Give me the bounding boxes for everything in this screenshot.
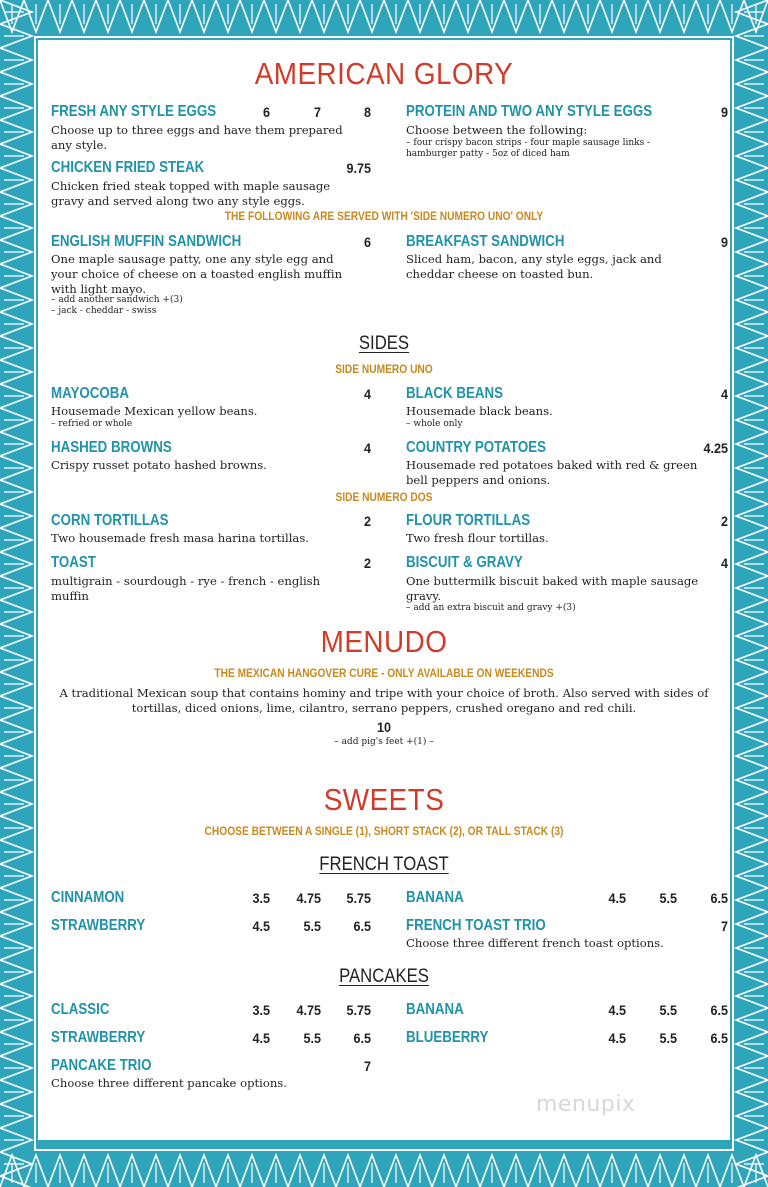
price-ft-banana-2: 5.5 — [659, 890, 677, 906]
subtitle-menudo: THE MEXICAN HANGOVER CURE - ONLY AVAILABLE ON WEEKENDS — [214, 666, 554, 680]
price-hashed-browns: 4 — [363, 440, 371, 456]
price-pc-banana-3: 6.5 — [710, 1002, 728, 1018]
price-toast: 2 — [363, 555, 371, 571]
item-name-corn-tortillas: CORN TORTILLAS — [51, 512, 169, 529]
price-ft-banana-1: 4.5 — [608, 890, 626, 906]
item-note-biscuit-gravy: – add an extra biscuit and gravy +(3) — [406, 603, 576, 613]
subtitle-side-uno: SIDE NUMERO UNO — [335, 362, 433, 376]
item-name-english-muffin: ENGLISH MUFFIN SANDWICH — [51, 233, 242, 250]
price-pc-banana-1: 4.5 — [608, 1002, 626, 1018]
price-pc-classic-3: 5.75 — [346, 1002, 371, 1018]
item-name-black-beans: BLACK BEANS — [406, 385, 504, 402]
item-name-hashed-browns: HASHED BROWNS — [51, 439, 172, 456]
price-menudo: 10 — [376, 719, 392, 735]
item-desc-pc-trio: Choose three different pancake options. — [51, 1076, 287, 1090]
item-desc-protein-eggs: Choose between the following: — [406, 123, 588, 137]
item-desc-toast: multigrain - sourdough - rye - french - english muffin — [51, 574, 321, 603]
item-note-english-muffin-2: – jack - cheddar - swiss — [51, 306, 157, 316]
price-pc-banana-2: 5.5 — [659, 1002, 677, 1018]
item-name-toast: TOAST — [51, 554, 96, 571]
price-ft-strawberry-2: 5.5 — [303, 918, 321, 934]
item-name-country-potatoes: COUNTRY POTATOES — [406, 439, 546, 456]
item-desc-black-beans: Housemade black beans. — [406, 404, 553, 418]
item-name-flour-tortillas: FLOUR TORTILLAS — [406, 512, 531, 529]
price-ft-strawberry-3: 6.5 — [353, 918, 371, 934]
item-desc-ft-trio: Choose three different french toast options. — [406, 936, 664, 950]
item-desc-fresh-eggs: Choose up to three eggs and have them prepared any style. — [51, 123, 343, 152]
item-desc-country-potatoes: Housemade red potatoes baked with red & green bell peppers and onions. — [406, 458, 698, 487]
price-chicken-fried-steak: 9.75 — [346, 160, 371, 176]
price-flour-tortillas: 2 — [720, 513, 728, 529]
item-desc-mayocoba: Housemade Mexican yellow beans. — [51, 404, 258, 418]
price-mayocoba: 4 — [363, 386, 371, 402]
price-breakfast-sandwich: 9 — [720, 234, 728, 250]
section-title-pancakes: PANCAKES — [339, 966, 429, 987]
price-country-potatoes: 4.25 — [703, 440, 728, 456]
item-name-mayocoba: MAYOCOBA — [51, 385, 130, 402]
section-title-sweets: SWEETS — [323, 782, 445, 817]
price-pc-strawberry-1: 4.5 — [252, 1030, 270, 1046]
item-name-pc-blueberry: BLUEBERRY — [406, 1029, 489, 1046]
price-fresh-eggs-2: 7 — [313, 104, 321, 120]
item-name-pc-banana: BANANA — [406, 1001, 464, 1018]
price-protein-eggs: 9 — [720, 104, 728, 120]
item-name-ft-cinnamon: CINNAMON — [51, 889, 125, 906]
price-ft-banana-3: 6.5 — [710, 890, 728, 906]
item-note-menudo: – add pig's feet +(1) – — [334, 737, 434, 747]
item-desc-hashed-browns: Crispy russet potato hashed browns. — [51, 458, 267, 472]
item-note-black-beans: – whole only — [406, 419, 463, 429]
price-pc-blueberry-1: 4.5 — [608, 1030, 626, 1046]
item-desc-menudo: A traditional Mexican soup that contains hominy and tripe with your choice of broth. Also served with sides of tortillas, diced onions, lime, cilantro, serrano peppers, crushed oregano and red chili. — [59, 686, 709, 715]
item-desc-breakfast-sandwich: Sliced ham, bacon, any style eggs, jack and cheddar cheese on toasted bun. — [406, 252, 662, 281]
price-pc-strawberry-2: 5.5 — [303, 1030, 321, 1046]
price-fresh-eggs-1: 6 — [262, 104, 270, 120]
price-pc-blueberry-3: 6.5 — [710, 1030, 728, 1046]
price-fresh-eggs-3: 8 — [363, 104, 371, 120]
item-name-pc-trio: PANCAKE TRIO — [51, 1057, 152, 1074]
item-desc-chicken-fried-steak: Chicken fried steak topped with maple sausage gravy and served along two any style eggs. — [51, 179, 331, 208]
item-name-pc-classic: CLASSIC — [51, 1001, 110, 1018]
item-desc-corn-tortillas: Two housemade fresh masa harina tortillas. — [51, 531, 309, 545]
item-name-breakfast-sandwich: BREAKFAST SANDWICH — [406, 233, 565, 250]
price-ft-cinnamon-1: 3.5 — [252, 890, 270, 906]
section-title-french-toast: FRENCH TOAST — [319, 854, 449, 875]
price-corn-tortillas: 2 — [363, 513, 371, 529]
item-name-ft-strawberry: STRAWBERRY — [51, 917, 146, 934]
price-pc-blueberry-2: 5.5 — [659, 1030, 677, 1046]
price-ft-trio: 7 — [720, 918, 728, 934]
price-pc-classic-2: 4.75 — [296, 1002, 321, 1018]
subtitle-side-dos: SIDE NUMERO DOS — [335, 490, 433, 504]
price-black-beans: 4 — [720, 386, 728, 402]
subtitle-sweets: CHOOSE BETWEEN A SINGLE (1), SHORT STACK (2), OR TALL STACK (3) — [204, 824, 564, 838]
item-note-mayocoba: – refried or whole — [51, 419, 133, 429]
price-english-muffin: 6 — [363, 234, 371, 250]
section-title-american-glory: AMERICAN GLORY — [254, 56, 514, 91]
item-desc-english-muffin: One maple sausage patty, one any style egg and your choice of cheese on a toasted english muffin with light mayo. — [51, 252, 343, 296]
item-name-chicken-fried-steak: CHICKEN FRIED STEAK — [51, 159, 205, 176]
side-uno-only-note: THE FOLLOWING ARE SERVED WITH 'SIDE NUMERO UNO' ONLY — [224, 209, 544, 223]
item-desc-flour-tortillas: Two fresh flour tortillas. — [406, 531, 549, 545]
menupix-watermark: menupix — [536, 1092, 636, 1117]
item-name-fresh-eggs: FRESH ANY STYLE EGGS — [51, 103, 217, 120]
item-name-protein-eggs: PROTEIN AND TWO ANY STYLE EGGS — [406, 103, 653, 120]
item-note-english-muffin-1: – add another sandwich +(3) — [51, 295, 183, 305]
price-pc-strawberry-3: 6.5 — [353, 1030, 371, 1046]
item-name-ft-trio: FRENCH TOAST TRIO — [406, 917, 546, 934]
price-ft-cinnamon-3: 5.75 — [346, 890, 371, 906]
price-ft-cinnamon-2: 4.75 — [296, 890, 321, 906]
price-pc-trio: 7 — [363, 1058, 371, 1074]
price-ft-strawberry-1: 4.5 — [252, 918, 270, 934]
section-title-menudo: MENUDO — [320, 624, 448, 659]
item-name-ft-banana: BANANA — [406, 889, 464, 906]
section-title-sides: SIDES — [358, 333, 410, 354]
price-pc-classic-1: 3.5 — [252, 1002, 270, 1018]
item-note-protein-eggs: – four crispy bacon strips - four maple sausage links - hamburger patty - 5oz of diced ham — [406, 138, 651, 159]
item-desc-biscuit-gravy: One buttermilk biscuit baked with maple sausage gravy. — [406, 574, 699, 603]
price-biscuit-gravy: 4 — [720, 555, 728, 571]
item-name-biscuit-gravy: BISCUIT & GRAVY — [406, 554, 523, 571]
item-name-pc-strawberry: STRAWBERRY — [51, 1029, 146, 1046]
